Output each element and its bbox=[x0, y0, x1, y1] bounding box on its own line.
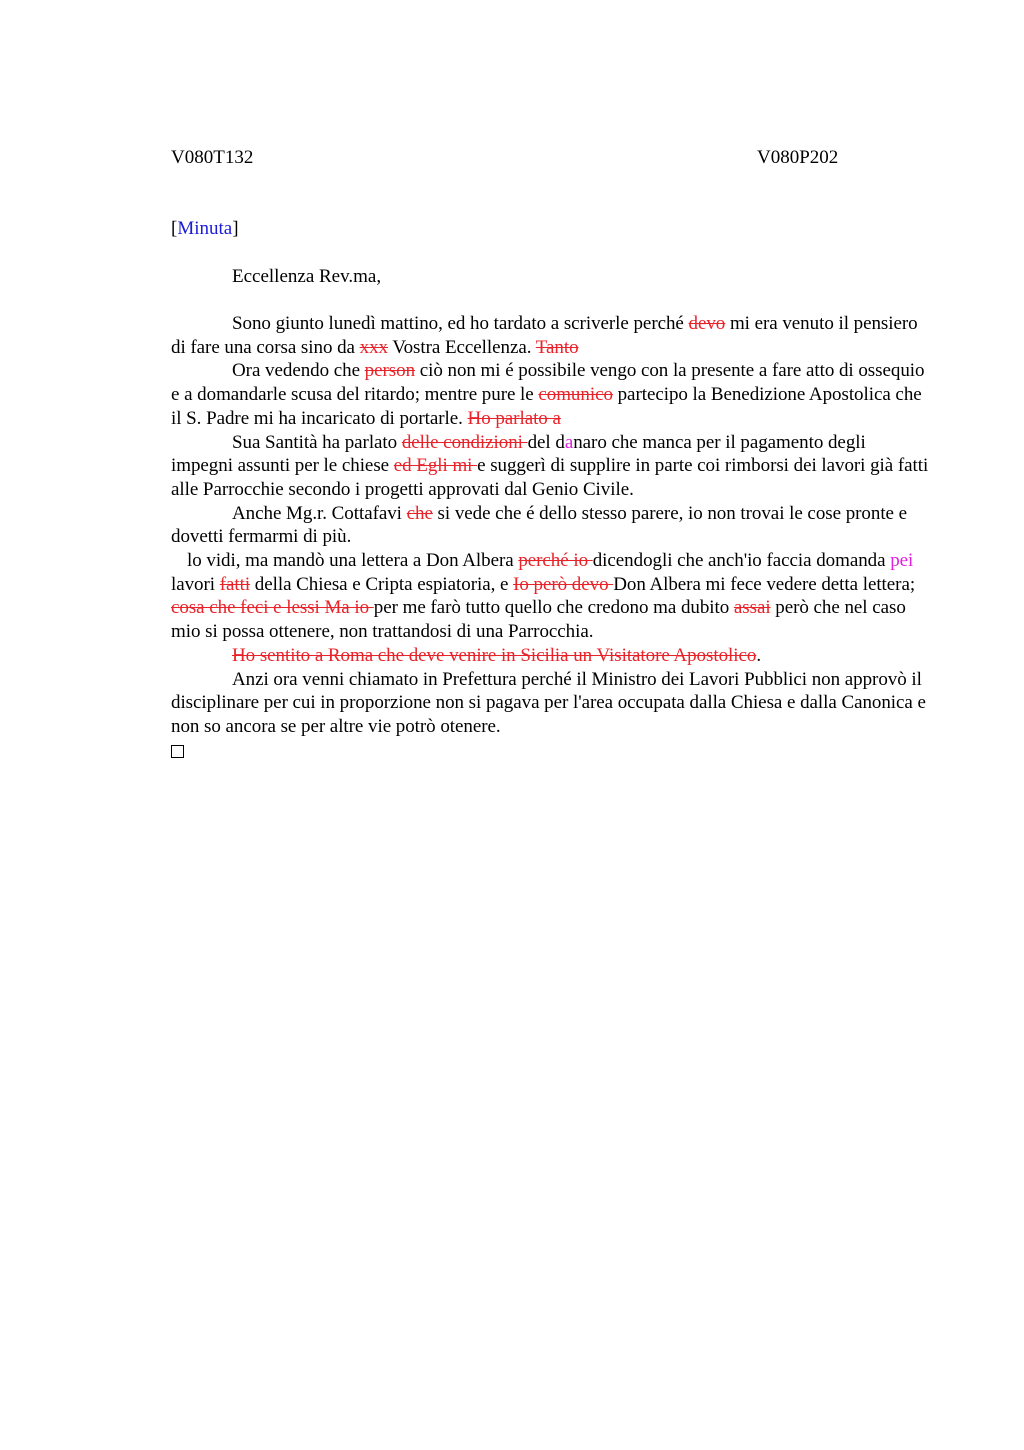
text-run: Don Albera mi fece vedere detta lettera; bbox=[613, 573, 916, 595]
deleted-text: perché io bbox=[518, 550, 593, 572]
text-run: Ora vedendo che bbox=[232, 360, 365, 382]
text-run: lavori bbox=[171, 573, 220, 595]
text-run: naro che manca per il pagamento degli impegni assunti per le chiese bbox=[171, 431, 866, 477]
end-mark-box bbox=[171, 739, 931, 765]
square-box-icon bbox=[171, 745, 184, 758]
text-run: si vede che é dello stesso parere, io non trovai le cose pronte e dovetti fermarmi di più. bbox=[171, 502, 908, 548]
deleted-text: cosa che feci e lessi Ma io bbox=[171, 597, 374, 619]
text-run: ciò non mi é possibile vengo con la presente a fare atto di ossequio e a domandarle scusa del ritardo; mentre pure le bbox=[171, 360, 925, 406]
paragraph-4 bbox=[171, 502, 931, 549]
text-run: della Chiesa e Cripta espiatoria, e bbox=[250, 573, 514, 595]
text-run: Sono giunto lunedì mattino, ed ho tardato a scriverle perché bbox=[232, 313, 689, 334]
text-run: lo vidi, ma mandò una lettera a Don Albera bbox=[187, 550, 519, 572]
deleted-text: Ho sentito a Roma che deve venire in Sicilia un Visitatore Apostolico bbox=[232, 644, 757, 666]
text-run: Anzi ora venni chiamato in Prefettura perché il Ministro dei Lavori Pubblici non approvò il disciplinare per cui in proporzione non si pagava per l'area occupata dalla Chiesa e dalla Canonica e non so ancora se per altre vie potrò otenere. bbox=[171, 668, 926, 737]
text-run: e suggerì di supplire in parte coi rimborsi dei lavori già fatti alle Parrocchie secondo i progetti approvati dal Genio Civile. bbox=[171, 455, 929, 500]
paragraph-1 bbox=[171, 312, 931, 359]
text-run: partecipo la Benedizione Apostolica che il S. Padre mi ha incaricato di portarle. bbox=[171, 384, 922, 429]
text-run: però che nel caso mio si possa ottenere, non trattandosi di una Parrocchia. bbox=[171, 597, 906, 643]
text-run: dicendogli che anch'io faccia domanda bbox=[592, 550, 891, 572]
deleted-text: delle condizioni bbox=[401, 431, 528, 453]
deleted-text: assai bbox=[733, 597, 771, 619]
text-run: per me farò tutto quello che credono ma dubito bbox=[373, 597, 734, 619]
deleted-text: comunico bbox=[538, 384, 613, 406]
paragraph-3 bbox=[171, 431, 931, 502]
deleted-text: Tanto bbox=[535, 336, 579, 358]
inserted-text: pei bbox=[890, 550, 914, 572]
document-code-right: V080P202 bbox=[757, 147, 839, 168]
text-run: Sua Santità ha parlato bbox=[232, 431, 402, 453]
text-run: . bbox=[756, 644, 762, 666]
deleted-text: xxx bbox=[359, 336, 388, 358]
paragraph-2 bbox=[171, 359, 931, 430]
deleted-text: devo bbox=[688, 313, 726, 334]
deleted-text: person bbox=[364, 360, 416, 382]
document-code-left: V080T132 bbox=[171, 147, 254, 168]
text-run: Anche Mg.r. Cottafavi bbox=[232, 502, 407, 524]
text-run: del d bbox=[527, 431, 565, 453]
draft-label-text: Minuta bbox=[177, 218, 233, 239]
text-run: Vostra Eccellenza. bbox=[388, 336, 536, 358]
deleted-text: che bbox=[406, 502, 433, 524]
paragraph-6 bbox=[171, 644, 931, 668]
deleted-text: Io però devo bbox=[513, 573, 614, 595]
inserted-text: a bbox=[564, 431, 574, 453]
text-run: mi era venuto il pensiero di fare una corsa sino da bbox=[171, 313, 918, 358]
paragraph-5 bbox=[171, 549, 931, 644]
bracket-open: [ bbox=[171, 218, 178, 239]
bracket-close: ] bbox=[232, 218, 239, 239]
letter-body bbox=[171, 312, 931, 764]
paragraph-7 bbox=[171, 668, 931, 739]
draft-label bbox=[171, 217, 239, 241]
deleted-text: fatti bbox=[219, 573, 251, 595]
deleted-text: Ho parlato a bbox=[467, 407, 561, 429]
deleted-text: ed Egli mi bbox=[393, 455, 478, 477]
salutation: Eccellenza Rev.ma, bbox=[232, 266, 382, 287]
